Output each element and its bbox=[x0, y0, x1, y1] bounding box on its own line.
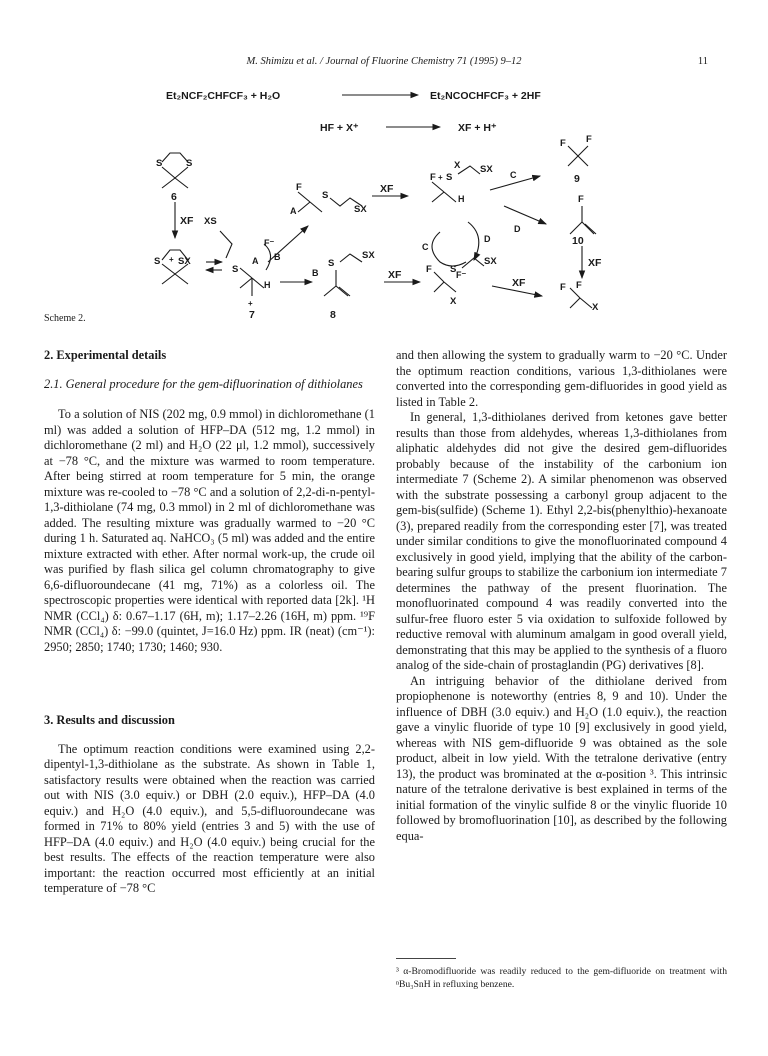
cd-cycle-right bbox=[468, 222, 479, 260]
section-3-heading: 3. Results and discussion bbox=[44, 713, 175, 727]
results-paragraph: The optimum reaction conditions were examined using 2,2-dipentyl-1,3-dithiolane as the substrate. As shown in Table 1, satisfactory results were obtained when the reaction was carried out with NIS (3.0 equiv.) or DBH (2.0 equiv.), HFP–DA (4.0 equiv.) and H₂O (4.0 equiv.), and 5,5-difluoroundecane was formed in 71% to 80% yield (entries 3 and 5) with the use of HFP–DA (4.0 equiv.) and H₂O (4.0 equiv.) being crucial for the best results. The effects of the reaction temperature were also important: the reaction occurred most efficiently at an initial temperature of −78 °C bbox=[44, 741, 375, 895]
atom-label: S bbox=[450, 264, 457, 275]
atom-label: S bbox=[186, 158, 193, 169]
fluoride-label: F⁻ bbox=[456, 270, 467, 280]
final-compound-structure bbox=[570, 288, 592, 308]
atom-label: F bbox=[560, 282, 566, 293]
path-label: B bbox=[312, 268, 319, 278]
continuation-paragraph: and then allowing the system to gradually warm to −20 °C. Under the optimum reaction conditions, various 1,3-dithiolanes were converted into the corresponding gem-difluorides in good yield as listed in Table 2. bbox=[396, 348, 727, 409]
reagent-label: XF bbox=[512, 277, 526, 289]
running-head bbox=[0, 56, 768, 70]
scheme-2-svg bbox=[140, 74, 630, 320]
group-label: XS bbox=[204, 216, 217, 227]
left-column bbox=[44, 348, 375, 897]
atom-label: S bbox=[156, 158, 163, 169]
path-label: B bbox=[274, 252, 281, 262]
path-label: D bbox=[484, 234, 491, 244]
atom-label: + bbox=[438, 173, 443, 182]
page-number: 11 bbox=[697, 56, 708, 67]
path-label: C bbox=[510, 170, 517, 180]
atom-label: S bbox=[328, 258, 335, 269]
atom-label: S bbox=[232, 264, 239, 275]
reagent-label: XF bbox=[388, 269, 402, 281]
sulfonium-right-structure bbox=[432, 166, 480, 202]
general-results-paragraph: In general, 1,3-dithiolanes derived from ketones gave better results than those from aldehydes, whereas 1,3-dithiolanes from aliphatic aldehydes did not give the desired gem-difluorides probably because of the instability of the carbonium ion intermediate 7 (Scheme 2). A similar phenomenon was observed with the substrate possessing a carbonyl group adjacent to the gem-bis(sulfide) (Scheme 1). Ethyl 2,2-bis(phenylthio)-hexanoate (3), prepared readily from the corresponding ester [7], was treated under similar conditions to give the monofluorinated compound 4 exclusively in good yield, implying that the ability of the carbon-bearing sulfur groups to stabilize the carbonium ion intermediate 7 determines the pathway of the present fluorination. The monofluorinated compound 4 was readily converted into the sulfur-free fluoro ester 5 via oxidation to sulfoxide followed by reductive removal with aluminum amalgam in good overall yield, demonstrating that this may be applied to the synthesis of a fluoro analog of the side-chain of prostaglandin (PG) derivatives [8]. bbox=[396, 410, 727, 672]
reagent-label: XF bbox=[588, 257, 602, 269]
atom-label: S bbox=[154, 256, 161, 267]
compound-label-6: 6 bbox=[171, 191, 177, 203]
equation-2-left: HF + X⁺ bbox=[320, 122, 359, 134]
compound-10-structure bbox=[570, 206, 596, 234]
group-label: SX bbox=[178, 256, 191, 267]
group-label: SX bbox=[484, 256, 497, 267]
compound-6-structure bbox=[162, 153, 188, 188]
path-d-arrow bbox=[504, 206, 546, 224]
atom-label: F bbox=[426, 264, 432, 275]
equation-2-right: XF + H⁺ bbox=[458, 122, 497, 134]
atom-label: F bbox=[560, 138, 566, 149]
atom-label: F bbox=[578, 194, 584, 205]
cd-cycle-left bbox=[432, 232, 466, 266]
fluoride-label: F⁻ bbox=[264, 238, 275, 248]
footnote: ³ α-Bromodifluoride was readily reduced to the gem-difluoride on treatment with ⁿBu₃SnH in refluxing benzene. bbox=[396, 966, 727, 990]
path-label: A bbox=[252, 256, 259, 266]
subsection-2-1-heading: 2.1. General procedure for the gem-difluorination of dithiolanes bbox=[44, 376, 363, 391]
section-2-heading: 2. Experimental details bbox=[44, 348, 167, 362]
group-label: SX bbox=[354, 204, 367, 215]
running-title: M. Shimizu et al. / Journal of Fluorine Chemistry 71 (1995) 9–12 bbox=[246, 56, 522, 67]
path-label: D bbox=[514, 224, 521, 234]
reagent-label: XF bbox=[380, 183, 394, 195]
atom-label: S bbox=[322, 190, 329, 201]
footnote-rule bbox=[396, 958, 456, 959]
atom-label: S bbox=[446, 172, 453, 183]
scheme-2-figure bbox=[140, 74, 630, 320]
atom-label: F bbox=[430, 172, 436, 183]
group-label: SX bbox=[362, 250, 375, 261]
path-label: A bbox=[290, 206, 297, 216]
reagent-label: XF bbox=[180, 215, 194, 227]
atom-label: + bbox=[169, 255, 174, 264]
group-label: SX bbox=[480, 164, 493, 175]
atom-label: F bbox=[586, 134, 592, 145]
atom-label: X bbox=[450, 296, 457, 307]
compound-9-structure bbox=[568, 146, 588, 166]
atom-label: F bbox=[296, 182, 302, 193]
atom-label: H bbox=[264, 280, 271, 290]
intriguing-behavior-paragraph: An intriguing behavior of the dithiolane derived from propiophenone is noteworthy (entries 8, 9 and 10). Under the influence of DBH (3.0 equiv.) and H₂O (1.0 equiv.), the reaction gave a vinylic fluoride of type 10 [9] exclusively in good yield, whereas with NIS gem-difluoride 9 was obtained as the sole product, albeit in low yield. With the tetralone derivative (entry 13), the product was brominated at the α-position ³. This intrinsic nature of the tetralone derivative is best explained in terms of the initial formation of the vinylic sulfide 8 or the vinylic fluoride 10 followed by bromofluorination [10], as described by the following equa- bbox=[396, 673, 727, 843]
atom-label: H bbox=[458, 194, 465, 204]
equation-1-left: Et₂NCF₂CHFCF₃ + H₂O bbox=[166, 90, 281, 102]
fluorosulfide-structure bbox=[298, 192, 362, 212]
equation-1-right: Et₂NCOCHFCF₃ + 2HF bbox=[430, 90, 541, 102]
path-label: C bbox=[422, 242, 429, 252]
atom-label: X bbox=[592, 302, 599, 313]
compound-7-structure bbox=[240, 268, 264, 296]
procedure-paragraph: To a solution of NIS (202 mg, 0.9 mmol) in dichloromethane (1 ml) was added a solution of HFP–DA (512 mg, 1.2 mmol) in dichloromethane (2 ml) and H₂O (22 μl, 1.2 mmol), successively at −78 °C, and the mixture was warmed to room temperature. After being stirred at room temperature for 5 min, the orange mixture was re-cooled to −78 °C and a solution of 2,2-di-n-pentyl-1,3-dithiolane (74 mg, 0.3 mmol) in 2 ml of dichloromethane was added. The resulting mixture was gradually warmed to −20 °C during 1 h. Saturated aq. NaHCO₃ (5 ml) was added and the entire mixture extracted with ether. After normal work-up, the crude oil was purified by flash silica gel column chromatography to give 6,6-difluoroundecane (41 mg, 71%) as a colorless oil. The spectroscopic properties were identical with reported data [2k]. ¹H NMR (CCl₄) δ: 0.67–1.17 (6H, m); 1.17–2.26 (16H, m) ppm. ¹⁹F NMR (CCl₄) δ: −99.0 (quintet, J=16.0 Hz) ppm. IR (neat) (cm⁻¹): 2950; 2850; 1740; 1730; 1460; 930. bbox=[44, 407, 375, 654]
compound-label-7: 7 bbox=[249, 309, 255, 320]
atom-label: F bbox=[576, 280, 582, 291]
right-column bbox=[396, 348, 727, 844]
compound-label-8: 8 bbox=[330, 309, 336, 320]
scheme-caption: Scheme 2. bbox=[44, 313, 86, 324]
atom-label: + bbox=[248, 299, 253, 308]
compound-label-9: 9 bbox=[574, 173, 580, 185]
compound-label-10: 10 bbox=[572, 235, 584, 247]
atom-label: X bbox=[454, 160, 461, 171]
